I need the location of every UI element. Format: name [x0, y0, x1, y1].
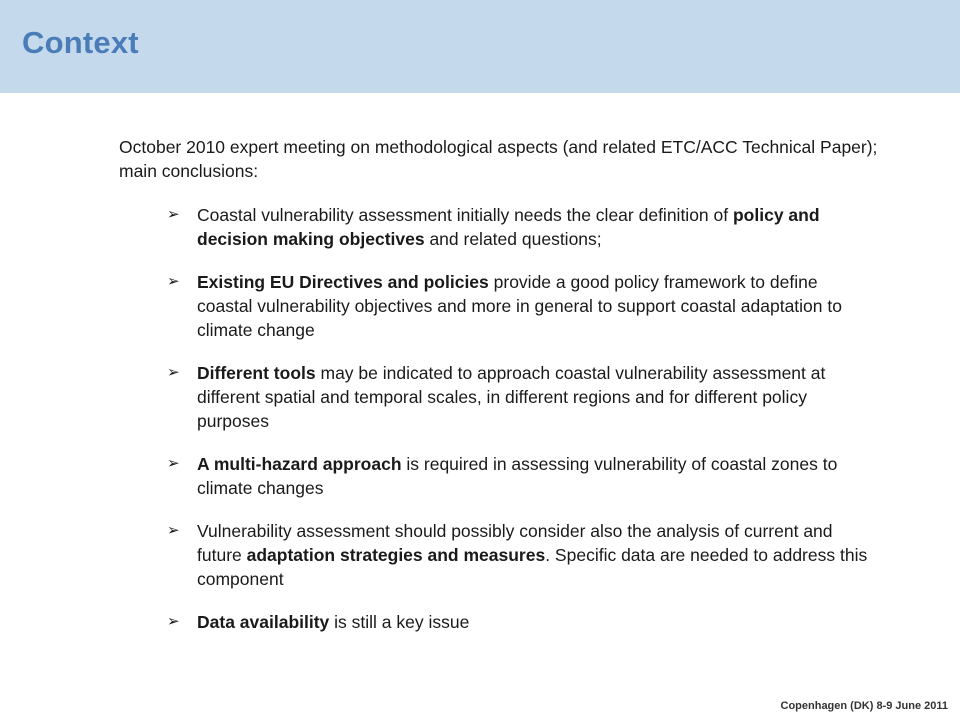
conclusion-text-post: is still a key issue [329, 612, 470, 632]
conclusion-text-bold: Different tools [197, 363, 316, 383]
conclusion-item [167, 361, 877, 433]
conclusion-item [167, 203, 877, 251]
arrow-right-icon: ➢ [167, 613, 180, 630]
arrow-right-icon: ➢ [167, 206, 180, 223]
conclusion-text-bold: A multi-hazard approach [197, 454, 402, 474]
arrow-right-icon: ➢ [167, 455, 180, 472]
conclusion-text-bold: adaptation strategies and measures [246, 545, 546, 565]
arrow-right-icon: ➢ [167, 364, 180, 381]
conclusion-item [167, 270, 877, 342]
conclusion-text-pre: Vulnerability assessment should possibly consider also the analysis of current and future [197, 521, 833, 565]
footer-event-text: Copenhagen (DK) 8-9 June 2011 [780, 700, 948, 712]
intro-text: October 2010 expert meeting on methodological aspects (and related ETC/ACC Technical Paper); main conclusions: [119, 137, 878, 181]
conclusion-text-post: provide a good policy framework to define coastal vulnerability objectives and more in general to support coastal adaptation to climate change [197, 272, 842, 340]
conclusion-text-post: and related questions; [424, 229, 602, 249]
conclusion-item [167, 610, 877, 634]
conclusion-text-bold: Existing EU Directives and policies [197, 272, 489, 292]
conclusion-text-pre: Coastal vulnerability assessment initially needs the clear definition of [197, 205, 733, 225]
arrow-right-icon: ➢ [167, 522, 180, 539]
conclusion-item [167, 519, 877, 591]
conclusion-text-post: is required in assessing vulnerability of coastal zones to climate changes [197, 454, 838, 498]
conclusion-item [167, 452, 877, 500]
conclusion-text-bold: Data availability [197, 612, 330, 632]
conclusions-list [167, 203, 877, 653]
arrow-right-icon: ➢ [167, 273, 180, 290]
conclusion-text-post: may be indicated to approach coastal vulnerability assessment at different spatial and temporal scales, in different regions and for different policy purposes [197, 363, 826, 431]
conclusion-text-bold: policy and decision making objectives [197, 205, 820, 249]
slide-title: Context [22, 25, 139, 60]
header-band [0, 0, 960, 93]
conclusion-text-post: . Specific data are needed to address this component [197, 545, 868, 589]
